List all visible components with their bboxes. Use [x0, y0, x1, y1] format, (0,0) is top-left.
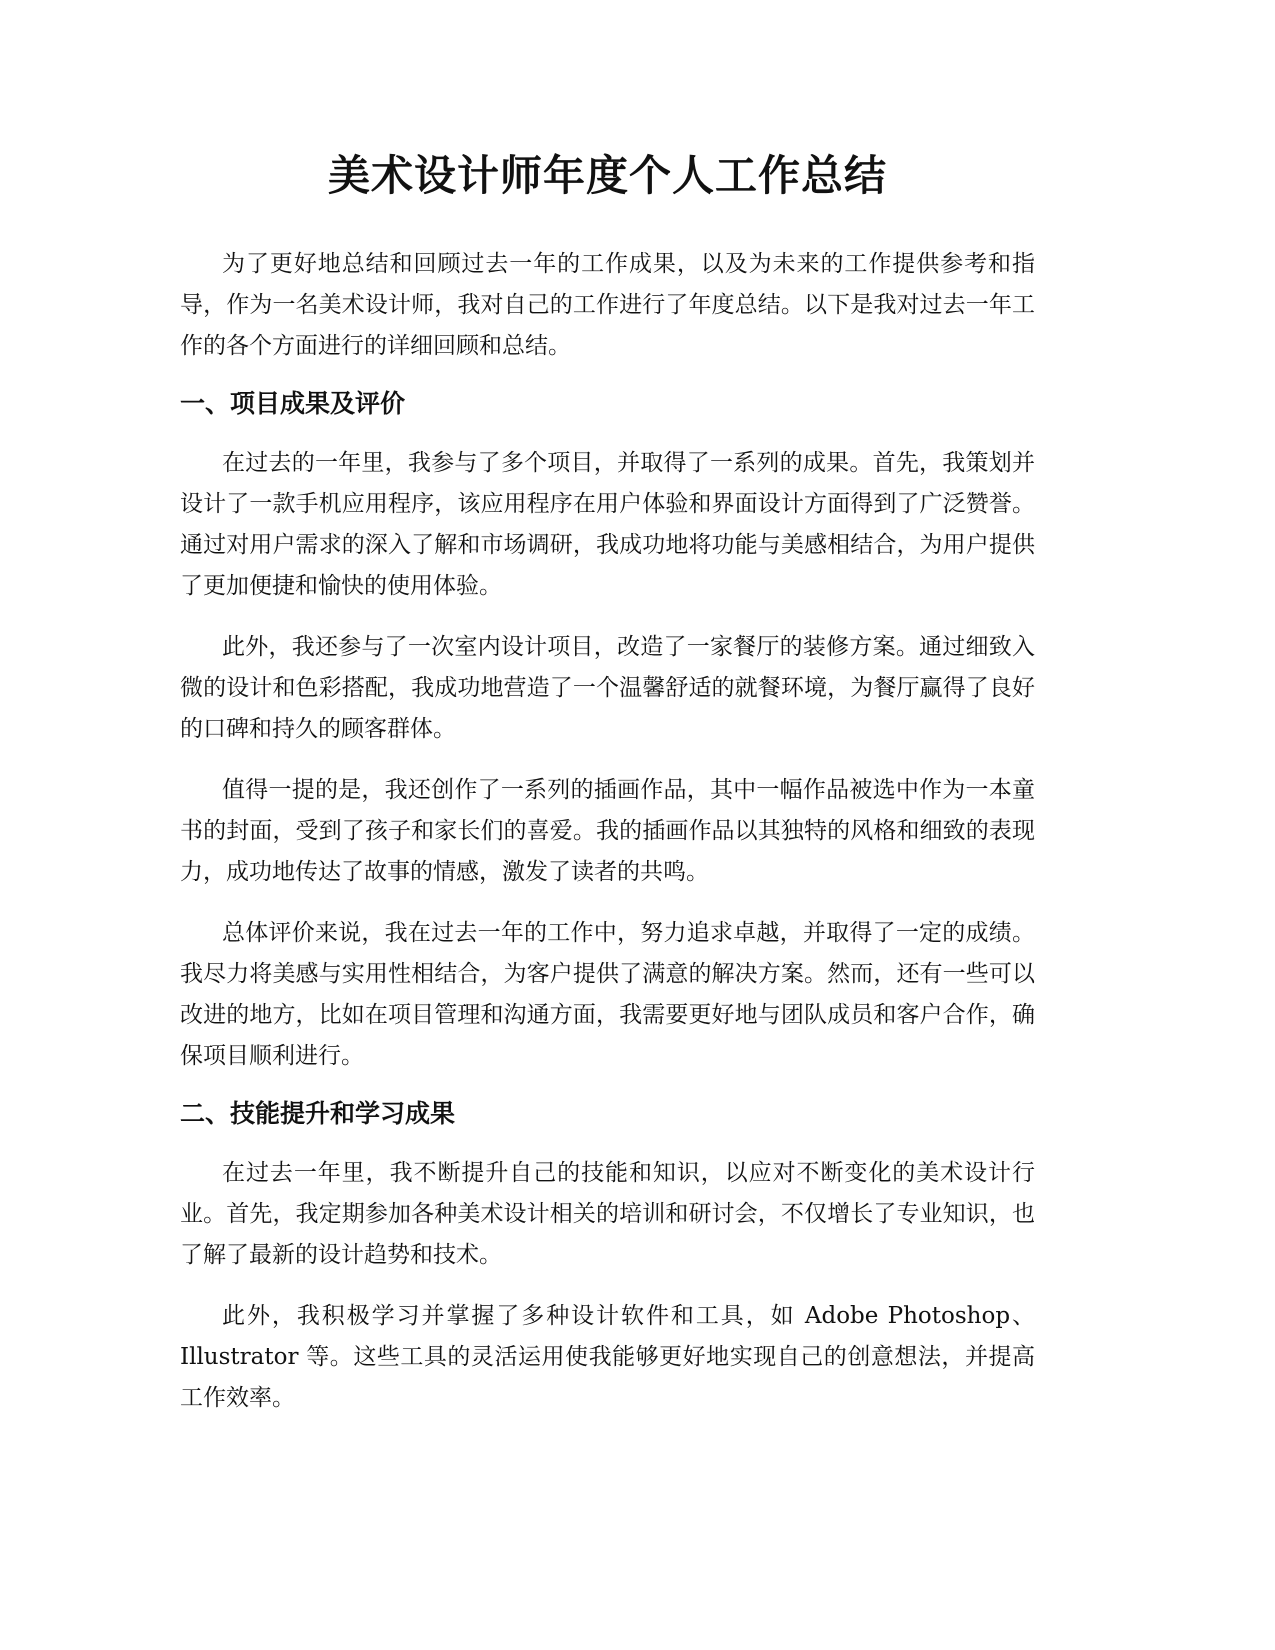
- document-title: 美术设计师年度个人工作总结: [327, 151, 887, 200]
- paragraph: 在过去的一年里，我参与了多个项目，并取得了一系列的成果。首先，我策划并设计了一款手机应用程序，该应用程序在用户体验和界面设计方面得到了广泛赞誉。通过对用户需求的深入了解和市场调研，我成功地将功能与美感相结合，为用户提供了更加便捷和愉快的使用体验。: [180, 450, 1035, 599]
- intro-paragraph: 为了更好地总结和回顾过去一年的工作成果，以及为未来的工作提供参考和指导，作为一名美术设计师，我对自己的工作进行了年度总结。以下是我对过去一年工作的各个方面进行的详细回顾和总结。: [180, 251, 1035, 359]
- section-heading-skills-learning: 二、技能提升和学习成果: [180, 1099, 456, 1128]
- section-heading-project-results: 一、项目成果及评价: [180, 389, 406, 418]
- document-page: [180, 148, 1035, 1439]
- paragraph: 值得一提的是，我还创作了一系列的插画作品，其中一幅作品被选中作为一本童书的封面，受到了孩子和家长们的喜爱。我的插画作品以其独特的风格和细致的表现力，成功地传达了故事的情感，激发了读者的共鸣。: [180, 777, 1035, 885]
- paragraph: 此外，我积极学习并掌握了多种设计软件和工具，如 Adobe Photoshop、Illustrator 等。这些工具的灵活运用使我能够更好地实现自己的创意想法，并提高工作效率。: [180, 1303, 1035, 1411]
- paragraph: 此外，我还参与了一次室内设计项目，改造了一家餐厅的装修方案。通过细致入微的设计和色彩搭配，我成功地营造了一个温馨舒适的就餐环境，为餐厅赢得了良好的口碑和持久的顾客群体。: [180, 634, 1035, 742]
- paragraph: 总体评价来说，我在过去一年的工作中，努力追求卓越，并取得了一定的成绩。我尽力将美感与实用性相结合，为客户提供了满意的解决方案。然而，还有一些可以改进的地方，比如在项目管理和沟通方面，我需要更好地与团队成员和客户合作，确保项目顺利进行。: [180, 920, 1035, 1069]
- paragraph: 在过去一年里，我不断提升自己的技能和知识，以应对不断变化的美术设计行业。首先，我定期参加各种美术设计相关的培训和研讨会，不仅增长了专业知识，也了解了最新的设计趋势和技术。: [180, 1160, 1035, 1268]
